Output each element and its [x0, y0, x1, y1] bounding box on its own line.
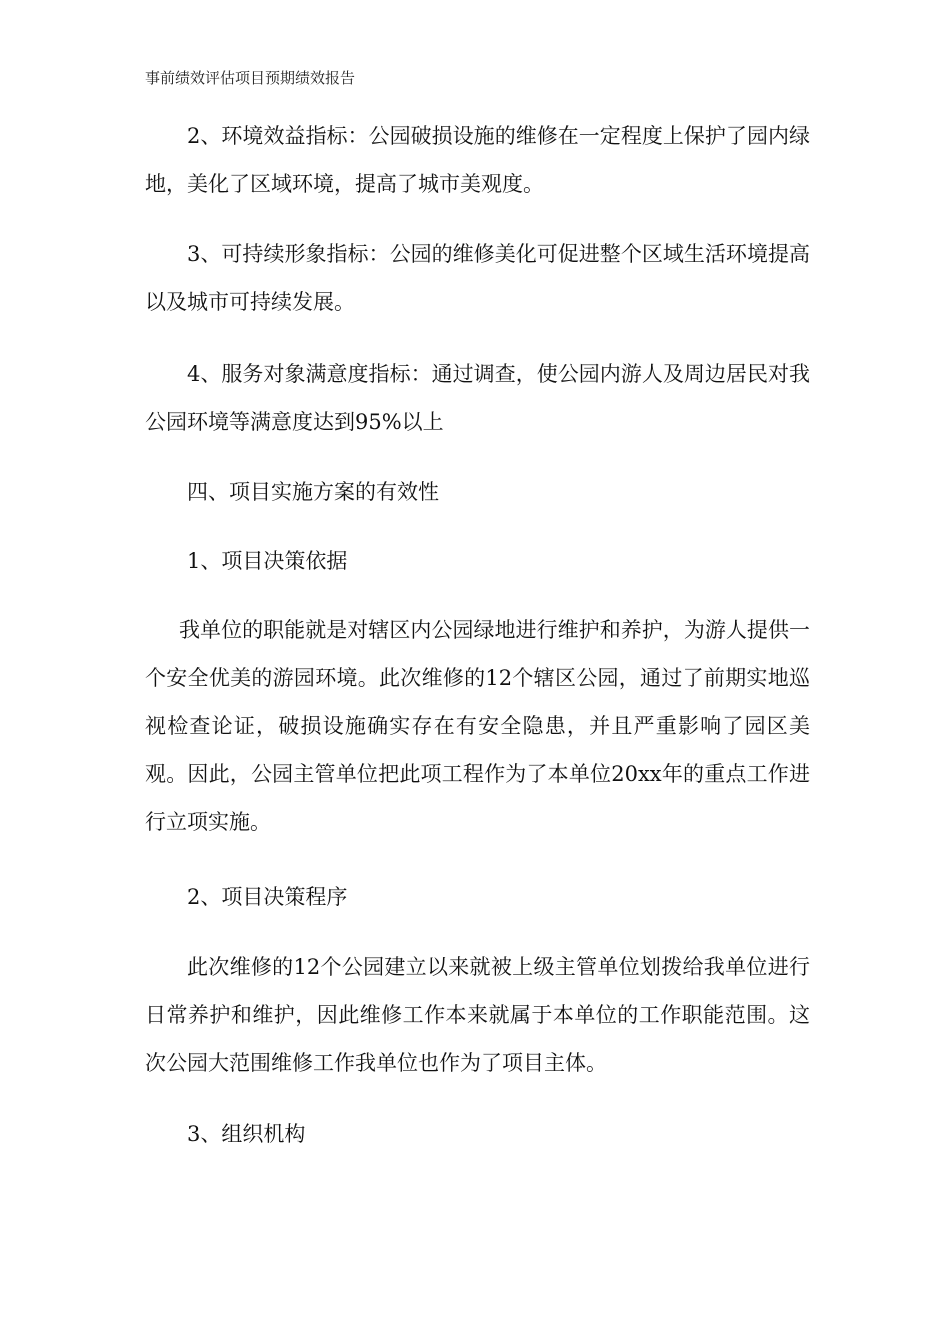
running-header: 事前绩效评估项目预期绩效报告 [145, 69, 356, 87]
subsection-heading-organization: 3、组织机构 [187, 1122, 306, 1146]
paragraph-sustainability: 3、可持续形象指标：公园的维修美化可促进整个区域生活环境提高以及城市可持续发展。 [145, 242, 810, 314]
subsection-heading-decision-procedure: 2、项目决策程序 [187, 885, 348, 909]
paragraph-decision-procedure: 此次维修的12个公园建立以来就被上级主管单位划拨给我单位进行日常养护和维护，因此维修工作本来就属于本单位的工作职能范围。这次公园大范围维修工作我单位也作为了项目主体。 [145, 955, 810, 1075]
subsection-heading-decision-basis: 1、项目决策依据 [187, 549, 348, 573]
paragraph-decision-basis: 我单位的职能就是对辖区内公园绿地进行维护和养护，为游人提供一个安全优美的游园环境。此次维修的12个辖区公园，通过了前期实地巡视检查论证，破损设施确实存在有安全隐患，并且严重影响了园区美观。因此，公园主管单位把此项工程作为了本单位20xx年的重点工作进行立项实施。 [145, 618, 810, 834]
section-heading-4: 四、项目实施方案的有效性 [187, 480, 439, 504]
paragraph-environmental-benefit: 2、环境效益指标：公园破损设施的维修在一定程度上保护了园内绿地，美化了区域环境，提高了城市美观度。 [145, 124, 810, 196]
paragraph-satisfaction: 4、服务对象满意度指标：通过调查，使公园内游人及周边居民对我公园环境等满意度达到95%以上 [145, 362, 810, 434]
